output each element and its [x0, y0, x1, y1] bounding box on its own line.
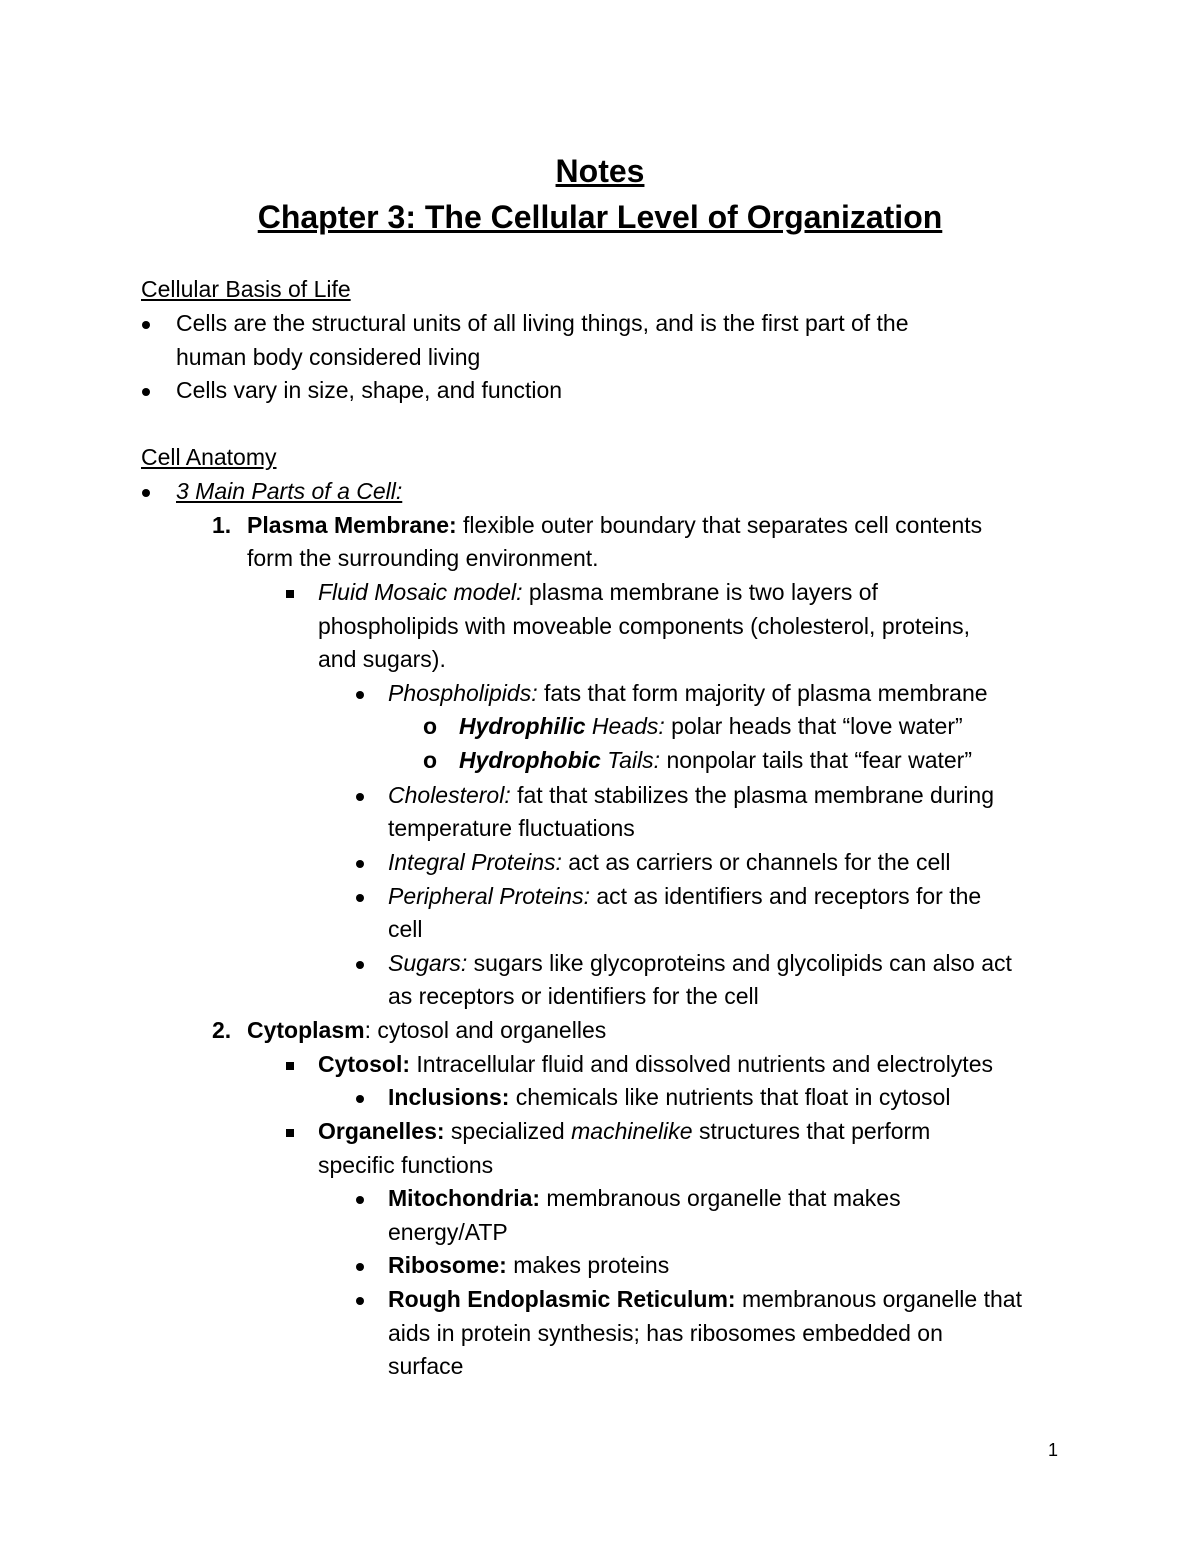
circle-bullet-icon: o: [422, 713, 438, 739]
list-item-text: temperature fluctuations: [388, 815, 635, 841]
chapter-title: Chapter 3: The Cellular Level of Organization: [257, 199, 943, 235]
section-heading-cell-anatomy: Cell Anatomy: [141, 444, 277, 470]
list-item-text: Peripheral Proteins: act as identifiers and receptors for the: [388, 883, 982, 909]
section-heading-cellular-basis: Cellular Basis of Life: [141, 276, 351, 302]
list-item-text: Cytoplasm: cytosol and organelles: [247, 1017, 607, 1043]
list-item-text: energy/ATP: [388, 1219, 508, 1245]
page-number: 1: [1047, 1440, 1058, 1460]
bullet-icon: [136, 373, 156, 407]
list-item-text: Hydrophilic Heads: polar heads that “love water”: [459, 713, 963, 739]
list-item-text: 3 Main Parts of a Cell:: [176, 478, 403, 504]
bullet-icon: [350, 1181, 370, 1215]
list-item-text: phospholipids with moveable components (cholesterol, proteins,: [318, 613, 971, 639]
list-item-text: form the surrounding environment.: [247, 545, 599, 571]
list-item-text: Cells are the structural units of all living things, and is the first part of the: [176, 310, 909, 336]
list-item-text: Cytosol: Intracellular fluid and dissolved nutrients and electrolytes: [318, 1051, 993, 1077]
bullet-icon: [350, 1080, 370, 1114]
page-title: Notes: [555, 153, 645, 189]
list-item-text: Plasma Membrane: flexible outer boundary that separates cell contents: [247, 512, 983, 538]
bullet-icon: [350, 778, 370, 812]
list-item-text: specific functions: [318, 1152, 494, 1178]
list-number: 1.: [212, 512, 232, 538]
bullet-icon: [350, 676, 370, 710]
list-item-text: Sugars: sugars like glycoproteins and glycolipids can also act: [388, 950, 1012, 976]
list-item-text: Rough Endoplasmic Reticulum: membranous organelle that: [388, 1286, 1022, 1312]
square-bullet-icon: [280, 1114, 300, 1148]
bullet-icon: [136, 474, 156, 508]
list-item-text: Cells vary in size, shape, and function: [176, 377, 563, 403]
list-item-text: Organelles: specialized machinelike structures that perform: [318, 1118, 931, 1144]
bullet-icon: [350, 845, 370, 879]
bullet-icon: [350, 1248, 370, 1282]
list-item-text: aids in protein synthesis; has ribosomes embedded on: [388, 1320, 943, 1346]
list-item-text: Integral Proteins: act as carriers or channels for the cell: [388, 849, 951, 875]
square-bullet-icon: [280, 1047, 300, 1081]
list-item-text: Ribosome: makes proteins: [388, 1252, 670, 1278]
list-item-text: cell: [388, 916, 423, 942]
list-item-text: human body considered living: [176, 344, 481, 370]
list-item-text: Hydrophobic Tails: nonpolar tails that “fear water”: [459, 747, 973, 773]
circle-bullet-icon: o: [422, 747, 438, 773]
list-item-text: as receptors or identifiers for the cell: [388, 983, 759, 1009]
list-item-text: Cholesterol: fat that stabilizes the plasma membrane during: [388, 782, 994, 808]
list-item-text: Mitochondria: membranous organelle that makes: [388, 1185, 901, 1211]
list-item-text: Fluid Mosaic model: plasma membrane is two layers of: [318, 579, 878, 605]
bullet-icon: [136, 306, 156, 340]
list-item-text: surface: [388, 1353, 464, 1379]
bullet-icon: [350, 879, 370, 913]
square-bullet-icon: [280, 575, 300, 609]
list-item-text: Phospholipids: fats that form majority of plasma membrane: [388, 680, 988, 706]
title-block: [0, 148, 1200, 240]
list-item-text: and sugars).: [318, 646, 446, 672]
list-number: 2.: [212, 1017, 232, 1043]
bullet-icon: [350, 946, 370, 980]
list-item-text: Inclusions: chemicals like nutrients that float in cytosol: [388, 1084, 951, 1110]
bullet-icon: [350, 1282, 370, 1316]
